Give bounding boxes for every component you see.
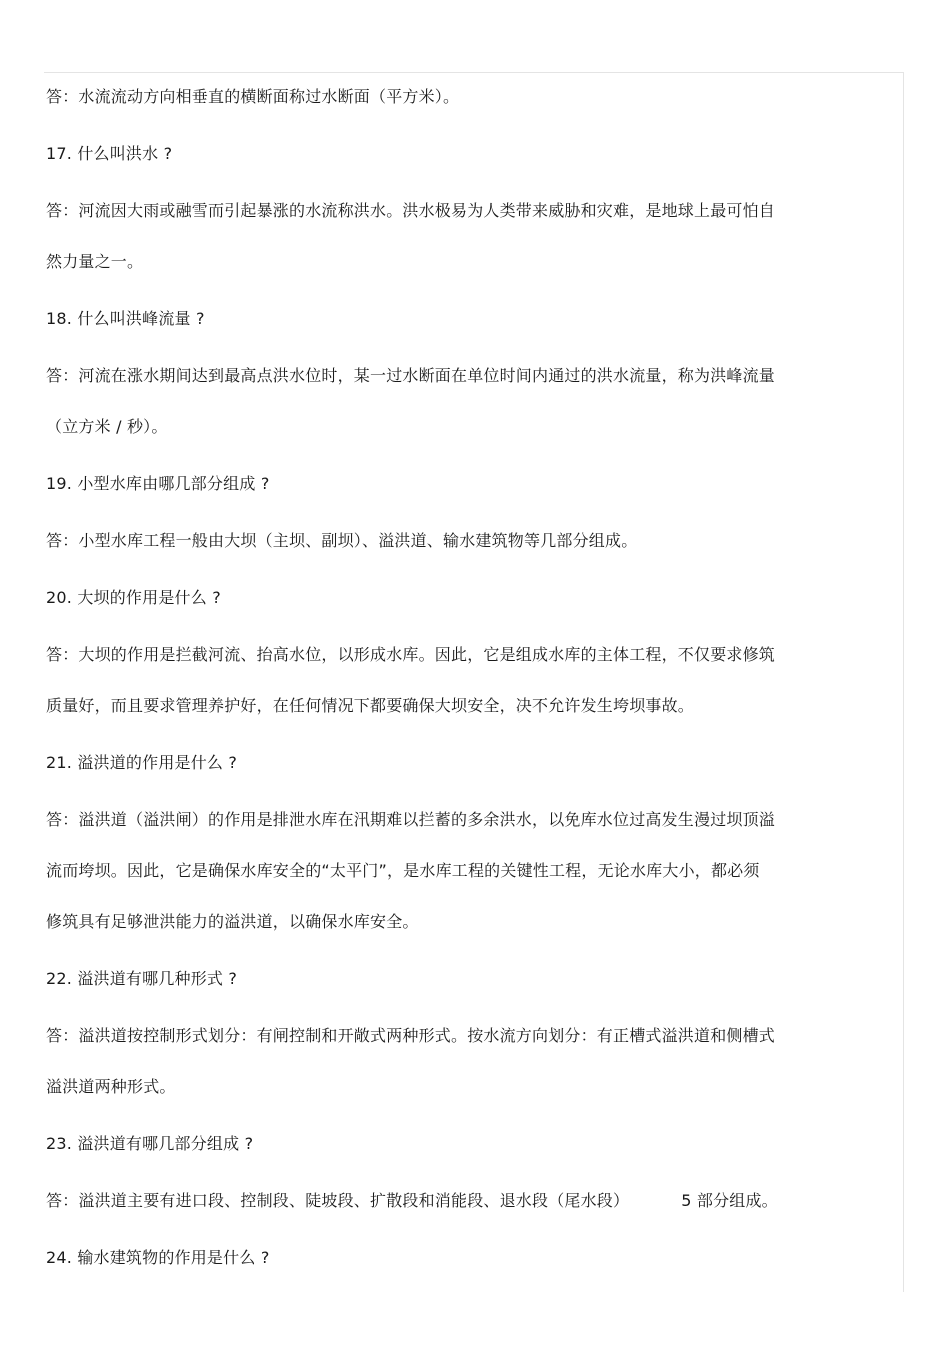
answer-line: 质量好，而且要求管理养护好，在任何情况下都要确保大坝安全，决不允许发生垮坝事故。 [46,696,695,715]
question-23 [46,1131,861,1157]
question-21 [46,750,861,776]
answer-line: 答：水流流动方向相垂直的横断面称过水断面（平方米）。 [46,87,460,106]
document-body [46,84,861,1302]
answer-19 [46,528,861,554]
question-19 [46,471,861,497]
answer-line: 答：河流在涨水期间达到最高点洪水位时，某一过水断面在单位时间内通过的洪水流量，称为洪峰流量 [46,366,776,385]
answer-text: 答：溢洪道主要有进口段、控制段、陡坡段、扩散段和消能段、退水段（尾水段） [46,1191,630,1210]
question-line: 21. 溢洪道的作用是什么 ? [46,753,238,772]
answer-line: 答：溢洪道按控制形式划分：有闸控制和开敞式两种形式。按水流方向划分：有正槽式溢洪道和侧槽式 [46,1026,776,1045]
question-20 [46,585,861,611]
answer-18 [46,363,861,440]
question-line: 19. 小型水库由哪几部分组成 ? [46,474,270,493]
answer-20 [46,642,861,719]
answer-text-tail: 5 部分组成。 [681,1191,778,1210]
answer-22 [46,1023,861,1100]
question-line: 17. 什么叫洪水 ? [46,144,173,163]
answer-line: 修筑具有足够泄洪能力的溢洪道，以确保水库安全。 [46,912,419,931]
answer-23 [46,1188,861,1214]
answer-line [46,1188,861,1214]
question-line: 23. 溢洪道有哪几部分组成 ? [46,1134,254,1153]
question-line: 22. 溢洪道有哪几种形式 ? [46,969,238,988]
answer-17 [46,198,861,275]
question-line: 18. 什么叫洪峰流量 ? [46,309,205,328]
answer-line: 答：小型水库工程一般由大坝（主坝、副坝）、溢洪道、输水建筑物等几部分组成。 [46,531,638,550]
answer-line: 答：溢洪道（溢洪闸）的作用是排泄水库在汛期难以拦蓄的多余洪水，以免库水位过高发生漫过坝顶溢 [46,810,776,829]
answer-line: （立方米 / 秒）。 [46,417,168,436]
answer-line: 答：大坝的作用是拦截河流、抬高水位，以形成水库。因此，它是组成水库的主体工程，不仅要求修筑 [46,645,776,664]
answer-line: 溢洪道两种形式。 [46,1077,176,1096]
answer-line: 然力量之一。 [46,252,144,271]
question-line: 20. 大坝的作用是什么 ? [46,588,221,607]
question-24 [46,1245,861,1271]
question-22 [46,966,861,992]
question-line: 24. 输水建筑物的作用是什么 ? [46,1248,270,1267]
answer-line: 答：河流因大雨或融雪而引起暴涨的水流称洪水。洪水极易为人类带来威胁和灾难，是地球上最可怕自 [46,201,776,220]
question-18 [46,306,861,332]
question-17 [46,141,861,167]
answer-16 [46,84,861,110]
answer-line: 流而垮坝。因此，它是确保水库安全的“太平门”，是水库工程的关键性工程，无论水库大小，都必须 [46,861,760,880]
answer-21 [46,807,861,935]
